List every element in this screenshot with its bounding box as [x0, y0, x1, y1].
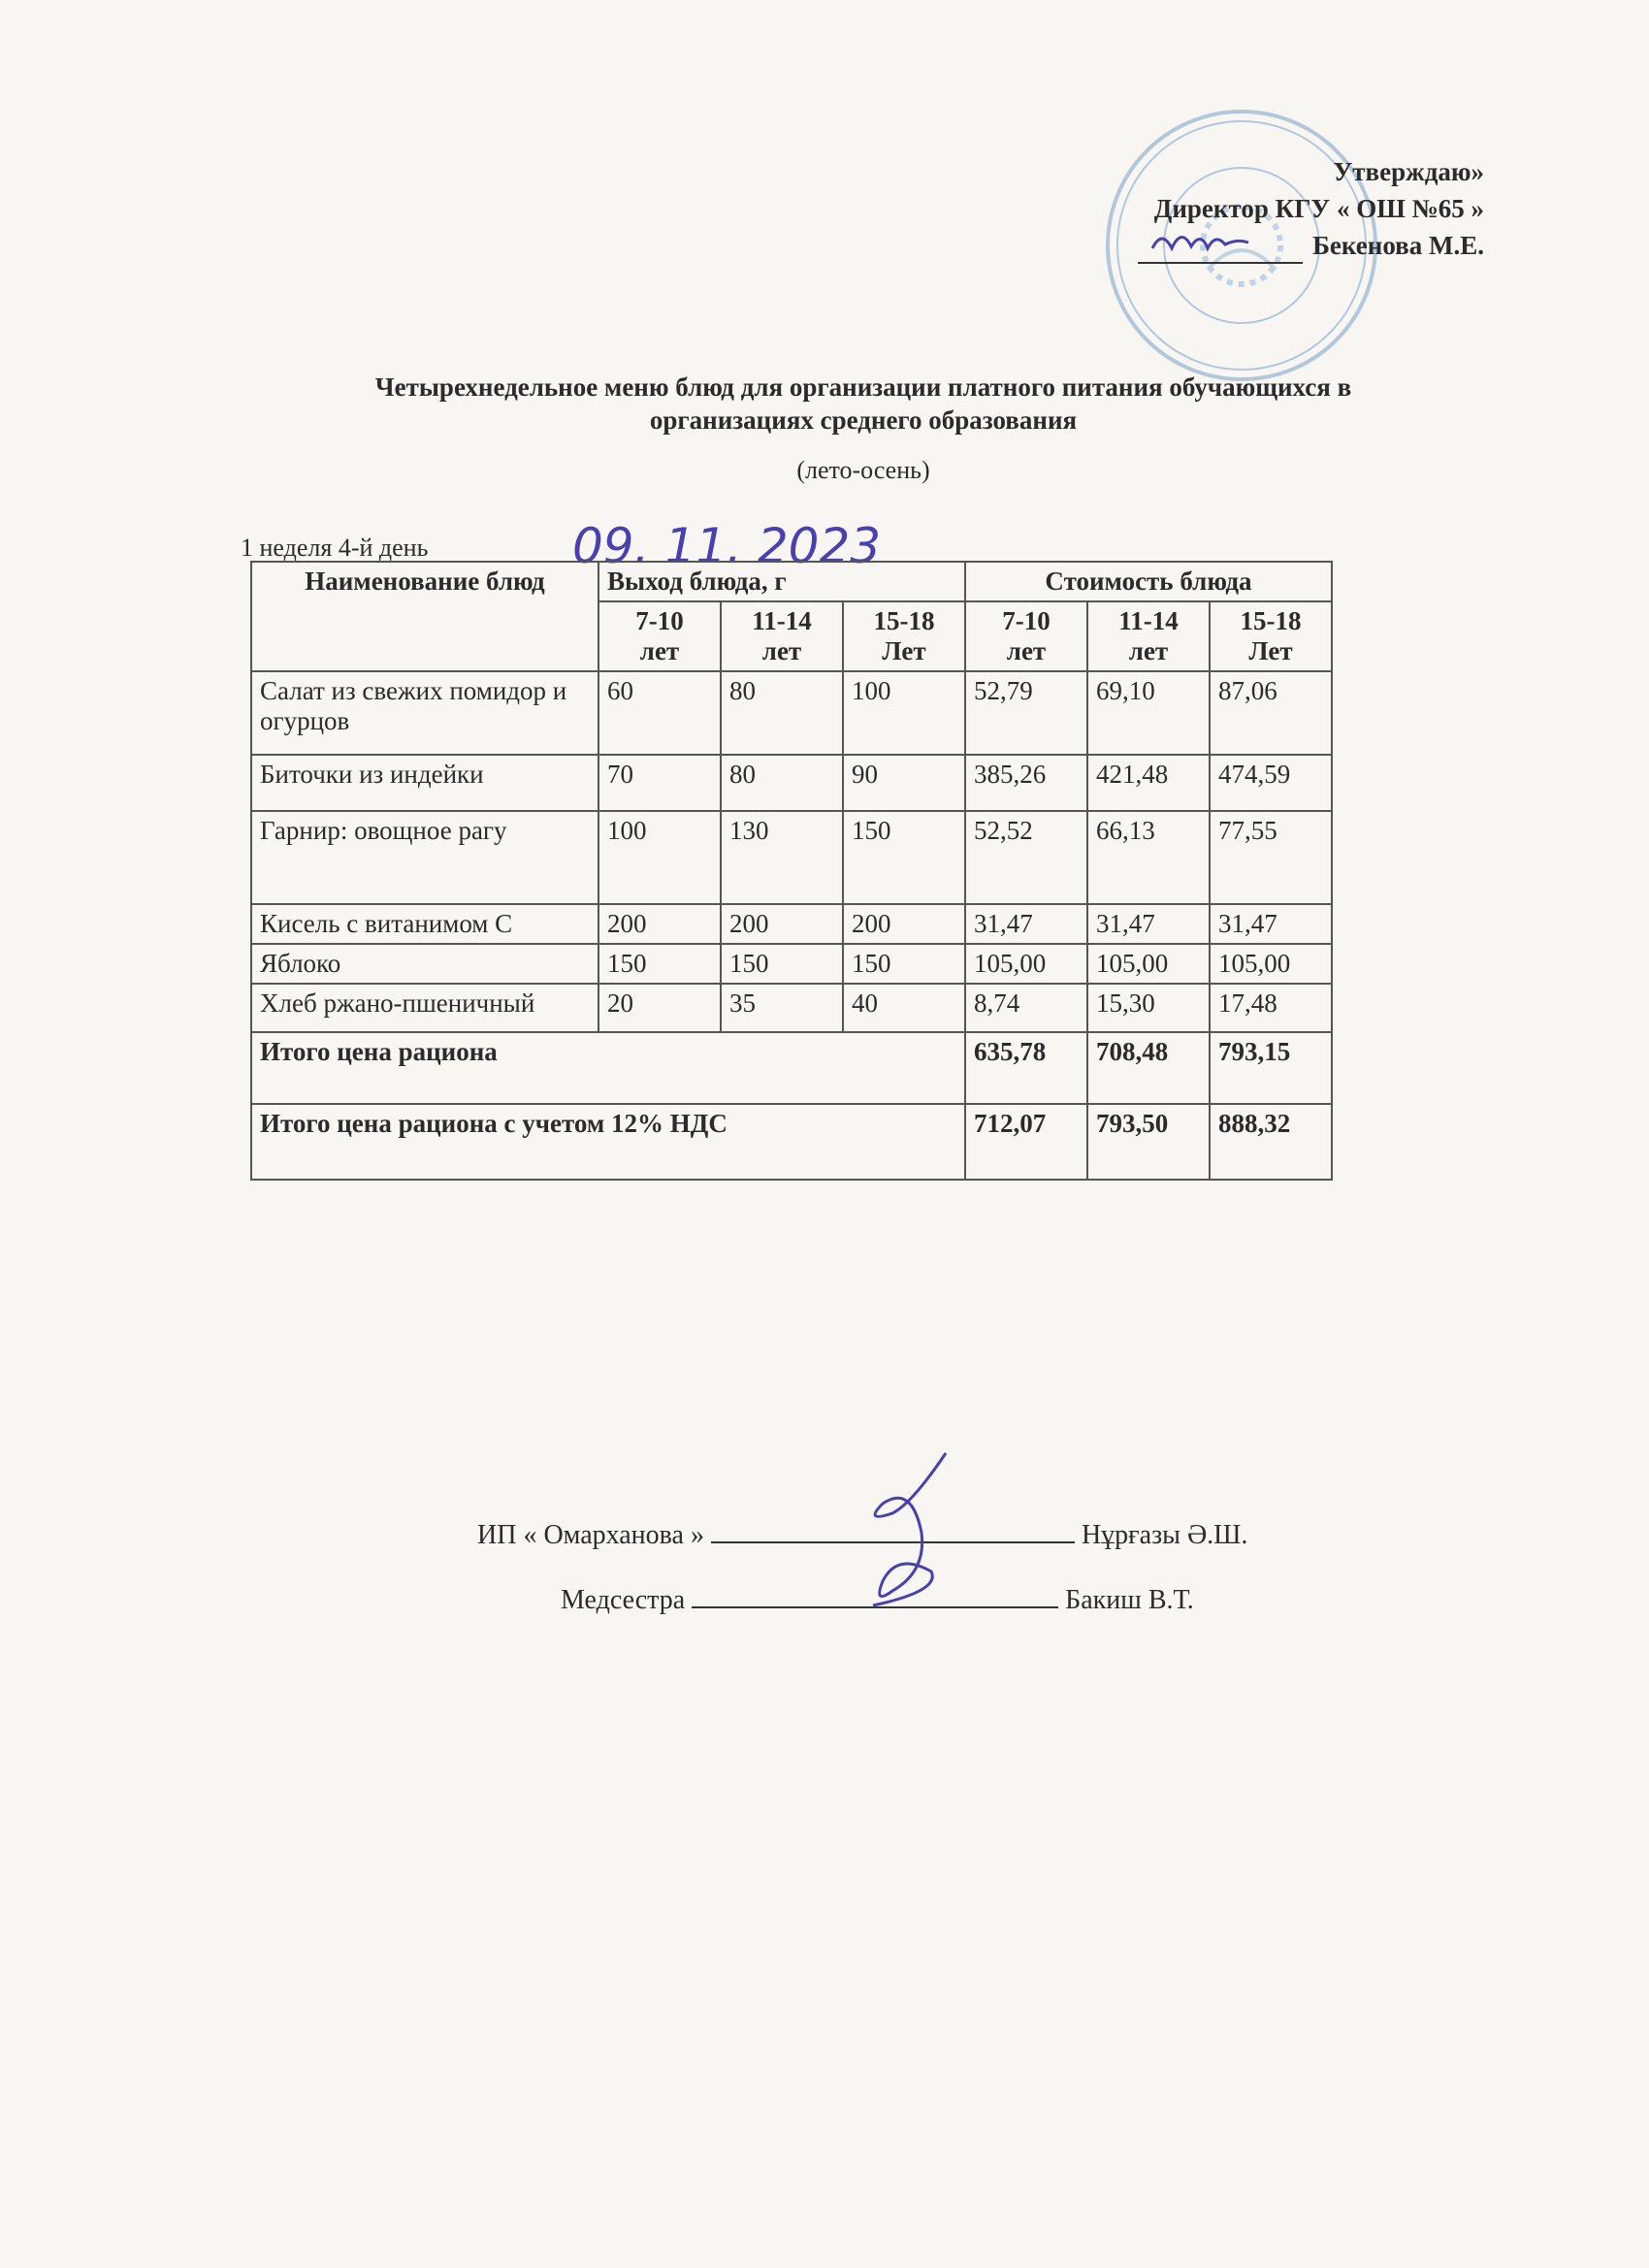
col-group-yield: Выход блюда, г: [598, 562, 965, 601]
dish-name: Салат из свежих помидор и огурцов: [251, 671, 598, 755]
age-range: 15-18: [1240, 606, 1302, 635]
approval-signature-line: [1138, 227, 1484, 264]
age-unit: лет: [761, 636, 802, 665]
total-row: [251, 1104, 1332, 1180]
yield-cell: 200: [721, 904, 843, 944]
cost-cell: 52,79: [965, 671, 1087, 755]
dish-name: Кисель с витанимом С: [251, 904, 598, 944]
yield-cell: 150: [843, 811, 965, 904]
table-row: [251, 984, 1332, 1032]
age-header: [598, 601, 721, 671]
table-body: [251, 671, 1332, 1180]
age-header: [843, 601, 965, 671]
age-header: [965, 601, 1087, 671]
director-name: Бекенова М.Е.: [1312, 231, 1484, 260]
age-header: [1210, 601, 1332, 671]
table-row: [251, 811, 1332, 904]
age-range: 11-14: [1118, 606, 1179, 635]
age-unit: лет: [639, 636, 680, 665]
cost-cell: 87,06: [1210, 671, 1332, 755]
approval-director: Директор КГУ « ОШ №65 »: [1153, 194, 1484, 223]
cost-cell: 52,52: [965, 811, 1087, 904]
cost-cell: 31,47: [965, 904, 1087, 944]
yield-cell: 80: [721, 671, 843, 755]
cost-cell: 105,00: [1210, 944, 1332, 984]
nurse-name: Бакиш В.Т.: [1065, 1585, 1194, 1615]
yield-cell: 100: [598, 811, 721, 904]
handwritten-date-text: 09. 11. 2023: [572, 518, 882, 574]
age-range: 11-14: [752, 606, 812, 635]
yield-cell: 150: [843, 944, 965, 984]
total-cost-cell: 712,07: [965, 1104, 1087, 1180]
cost-cell: 69,10: [1087, 671, 1210, 755]
cost-cell: 31,47: [1210, 904, 1332, 944]
age-header: [721, 601, 843, 671]
signature-icon: [1148, 219, 1254, 262]
nurse-label: Медсестра: [561, 1585, 686, 1615]
cost-cell: 8,74: [965, 984, 1087, 1032]
cost-cell: 105,00: [1087, 944, 1210, 984]
age-unit: лет: [1006, 636, 1047, 665]
cost-cell: 474,59: [1210, 755, 1332, 811]
table-row: [251, 755, 1332, 811]
dish-name: Хлеб ржано-пшеничный: [251, 984, 598, 1032]
yield-cell: 100: [843, 671, 965, 755]
total-label: Итого цена рациона: [251, 1032, 965, 1104]
yield-cell: 200: [843, 904, 965, 944]
age-range: 15-18: [873, 606, 935, 635]
dish-name: Яблоко: [251, 944, 598, 984]
cost-cell: 15,30: [1087, 984, 1210, 1032]
approval-block: [1138, 153, 1484, 264]
total-cost-cell: 793,15: [1210, 1032, 1332, 1104]
table-row: [251, 671, 1332, 755]
yield-cell: 60: [598, 671, 721, 755]
age-range: 7-10: [1002, 606, 1051, 635]
season-label: (лето-осень): [796, 456, 930, 484]
total-cost-cell: 888,32: [1210, 1104, 1332, 1180]
page-title: [233, 371, 1494, 437]
ip-label: ИП « Омарханова »: [477, 1520, 704, 1550]
yield-cell: 130: [721, 811, 843, 904]
age-unit: Лет: [1248, 636, 1293, 665]
week-label: 1 неделя 4-й день: [241, 534, 429, 562]
title-line-1: Четырехнедельное меню блюд для организации платного питания обучающихся в: [374, 373, 1352, 402]
col-group-cost: Стоимость блюда: [965, 562, 1332, 601]
yield-cell: 150: [721, 944, 843, 984]
dish-name: Гарнир: овощное рагу: [251, 811, 598, 904]
signature-icon: [854, 1445, 970, 1620]
cost-cell: 77,55: [1210, 811, 1332, 904]
header-row-groups: [251, 562, 1332, 601]
age-unit: Лет: [882, 636, 926, 665]
yield-cell: 70: [598, 755, 721, 811]
ip-name: Нұрғазы Ә.Ш.: [1081, 1520, 1248, 1550]
yield-cell: 90: [843, 755, 965, 811]
total-cost-cell: 793,50: [1087, 1104, 1210, 1180]
age-unit: лет: [1128, 636, 1169, 665]
cost-cell: 421,48: [1087, 755, 1210, 811]
cost-cell: 66,13: [1087, 811, 1210, 904]
dish-name: Биточки из индейки: [251, 755, 598, 811]
yield-cell: 40: [843, 984, 965, 1032]
menu-table: [250, 561, 1333, 1181]
yield-cell: 20: [598, 984, 721, 1032]
cost-cell: 105,00: [965, 944, 1087, 984]
col-dish-name: Наименование блюд: [251, 562, 598, 671]
age-header: [1087, 601, 1210, 671]
total-cost-cell: 708,48: [1087, 1032, 1210, 1104]
approval-heading: Утверждаю»: [1333, 157, 1484, 186]
table-row: [251, 904, 1332, 944]
yield-cell: 80: [721, 755, 843, 811]
cost-cell: 31,47: [1087, 904, 1210, 944]
cost-cell: 17,48: [1210, 984, 1332, 1032]
yield-cell: 150: [598, 944, 721, 984]
age-range: 7-10: [635, 606, 684, 635]
director-signature: [1138, 237, 1303, 264]
total-row: [251, 1032, 1332, 1104]
cost-cell: 385,26: [965, 755, 1087, 811]
title-line-2: организациях среднего образования: [649, 405, 1078, 435]
total-label: Итого цена рациона с учетом 12% НДС: [251, 1104, 965, 1180]
table-row: [251, 944, 1332, 984]
total-cost-cell: 635,78: [965, 1032, 1087, 1104]
yield-cell: 200: [598, 904, 721, 944]
yield-cell: 35: [721, 984, 843, 1032]
